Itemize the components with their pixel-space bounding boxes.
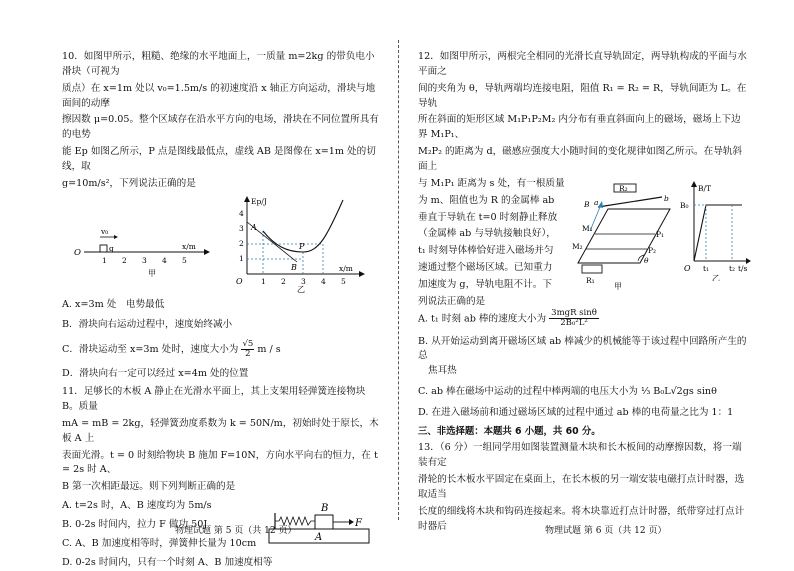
p2-label: P₂ [648, 245, 657, 255]
theta-label: θ [644, 255, 649, 265]
fraction-numerator: 3mgR sinθ [551, 307, 597, 318]
ytick: 2 [239, 238, 244, 248]
tick: 2 [122, 255, 127, 265]
fraction [549, 309, 599, 329]
xtick: 2 [281, 276, 286, 286]
q11-option-a: A. t=2s 时，A、B 速度均为 5m/s [62, 500, 212, 512]
q12-option-a [418, 309, 748, 329]
tick: 3 [142, 255, 147, 265]
q10-option-d: D．滑块向右一定可以经过 x=4m 处的位置 [62, 368, 249, 380]
t-axis-label: t/s [738, 263, 748, 273]
ytick: 1 [239, 253, 244, 263]
q12-option-c-text: C. ab 棒在磁场中运动的过程中棒两端的电压大小为 [418, 386, 638, 398]
caption-jia: 甲 [614, 281, 622, 291]
xtick: 1 [261, 276, 266, 286]
q12-body [418, 177, 748, 305]
q12-option-a-text: A. t₁ 时刻 ab 棒的速度大小为 [418, 313, 547, 325]
q10-line3: 擦因数 μ=0.05。整个区域存在沿水平方向的电场，滑块在不同位置所具有的电势 [62, 114, 379, 141]
q11-line1: 11．足够长的木板 A 静止在光滑水平面上，其上支架用轻弹簧连接物块 B。质量 [62, 386, 366, 413]
q10-line2: 质点）在 x=1m 处以 v₀=1.5m/s 的初速度沿 x 轴正方向运动，滑块与地面间的动摩 [62, 82, 376, 109]
q12-option-d: D. 在进入磁场前和通过磁场区域的过程中通过 ab 棒的电荷量之比为 1：1 [418, 407, 734, 418]
q13-line1: 13．（6 分）一组同学用如图装置测量木块和长木板间的动摩擦因数，将一端装有定 [418, 442, 742, 469]
board-a-label: A [315, 532, 323, 544]
v0-label: v₀ [101, 226, 109, 236]
q12-option-b-line1: B. 从开始运动到离开磁场区域 ab 棒减少的机械能等于该过程中回路所产生的总 [418, 335, 747, 362]
tick: 4 [162, 255, 167, 265]
left-column [62, 50, 380, 571]
m2-label: M₂ [572, 241, 583, 251]
q12-line2: 间的夹角为 θ，导轨两端均连接电阻，阻值 R₁ = R₂ = R，导轨间距为 L。在导轨 [418, 82, 747, 109]
q12-line7: 垂直于导轨在 t=0 时刻静止释放 [418, 211, 558, 223]
b-axis-label: B/T [698, 183, 712, 193]
q11-line4: B 第一次相距最远。则下列判断正确的是 [62, 481, 236, 493]
q11-option-d: D. 0-2s 时间内，只有一个时刻 A、B 加速度相等 [62, 556, 273, 568]
q10-line5: g=10m/s²，下列说法正确的是 [62, 177, 196, 189]
xtick: 5 [341, 276, 346, 286]
q11-option-c: C. A、B 加速度相等时，弹簧伸长量为 10cm [62, 537, 257, 549]
footer-left: 物理试题 第 5 页（共 12 页） [175, 526, 297, 536]
q12-figure-yi [680, 181, 752, 281]
q12-line10: 速通过整个磁场区域。已知重力 [418, 262, 553, 274]
point-a-label: A [251, 222, 257, 232]
q10-option-c-text: C．滑块运动至 x=3m 处时，速度大小为 [62, 344, 239, 356]
q13-line2: 滑轮的长木板水平固定在桌面上，在长木板的另一端安装电磁打点计时器，选取适当 [418, 474, 745, 501]
origin-label: O [684, 263, 691, 273]
right-column [418, 50, 748, 537]
q12-line4: M₂P₂ 的距离为 d，磁感应强度大小随时间的变化规律如图乙所示。在导轨斜面上 [418, 146, 743, 173]
ytick: 3 [239, 223, 244, 233]
q12-figure-jia [570, 179, 680, 291]
m1-label: M₁ [582, 223, 593, 233]
column-divider [398, 40, 399, 520]
r2-label: R₂ [619, 183, 628, 193]
point-b-label: B [291, 262, 297, 272]
q12-line8: （金属棒 ab 与导轨接触良好）， [418, 228, 556, 240]
xtick: 3 [301, 276, 306, 286]
q10-figure-jia [72, 224, 212, 279]
b-label: b [664, 193, 669, 203]
r1-label: R₁ [586, 275, 595, 285]
fraction-numerator: √5 [242, 339, 254, 350]
t1-label: t₁ [703, 263, 710, 273]
caption-yi: 乙 [712, 273, 720, 281]
unit: m / s [257, 344, 281, 356]
caption-jia: 甲 [148, 268, 156, 278]
q12-narrow-text [418, 177, 568, 310]
fraction [241, 340, 254, 359]
p1-label: P₁ [656, 229, 665, 239]
q10-option-c [62, 340, 380, 359]
q12-line9: t₁ 时刻导体棒恰好进入磁场并匀 [418, 245, 554, 257]
q12-line3: 所在斜面的矩形区域 M₁P₁P₂M₂ 内分布有垂直斜面向上的磁场，磁场上下边界 M₁P₁、 [418, 114, 741, 141]
footer-right: 物理试题 第 6 页（共 12 页） [545, 526, 667, 536]
q-label: q [109, 243, 114, 253]
q11-option-b: B. 0-2s 时间内，拉力 F 做功 50J [62, 519, 208, 531]
q12-option-b-line2: 焦耳热 [428, 365, 457, 377]
ep-axis-label: Ep/J [251, 196, 267, 206]
section-three-heading: 三、非选择题：本题共 6 小题，共 60 分。 [418, 425, 601, 437]
fraction-denominator: 2 [245, 349, 251, 360]
q12-line6: 为 m、阻值也为 R 的金属棒 ab [418, 194, 555, 206]
q10-line1: 10．如图甲所示，粗糙、绝缘的水平地面上，一质量 m=2kg 的带负电小滑块（可视为 [62, 51, 375, 77]
fraction-denominator: 2B₀²L² [560, 318, 588, 329]
origin-label: O [236, 276, 243, 286]
t2-label: t₂ [729, 263, 736, 273]
q11-line3: 表面光滑。t = 0 时刻给物块 B 施加 F=10N，方向水平向右的恒力，在 t = 2s 时 A、 [62, 449, 378, 476]
tick: 5 [182, 255, 187, 265]
force-f-label: F [355, 518, 362, 530]
q10-figure-yi [227, 194, 367, 294]
q13-line3: 长度的细线将木块和钩码连接起来。将木块靠近打点计时器，纸带穿过打点计时器后 [418, 505, 745, 532]
point-p-label: P [299, 241, 305, 251]
q12-line1: 12．如图甲所示，两根完全相同的光滑长直导轨固定，两导轨构成的平面与水平面之 [418, 51, 747, 77]
b-field-label: B [584, 199, 590, 209]
q11-line2: mA = mB = 2kg，轻弹簧劲度系数为 k = 50N/m，初始时处于原长，木板 A 上 [62, 417, 379, 444]
q12-option-c-value: ⅓ B₀L√2gs sinθ [640, 386, 717, 398]
b0-label: B₀ [680, 200, 689, 210]
xtick: 4 [321, 276, 326, 286]
q12-line12: 列说法正确的是 [418, 295, 486, 307]
origin-label: O [74, 247, 81, 258]
ytick: 4 [239, 208, 244, 218]
tick: 1 [102, 255, 107, 265]
q10-line4: 能 Ep 如图乙所示，P 点是图线最低点，虚线 AB 是图像在 x=1m 处的切线，取 [62, 146, 376, 173]
q12-line11: 加速度为 g，导轨电阻不计。下 [418, 279, 552, 291]
x-axis-label: x/m [182, 241, 196, 251]
caption-yi: 乙 [297, 284, 305, 294]
x-axis-label: x/m [339, 263, 353, 273]
q10-option-b: B．滑块向右运动过程中，速度始终减小 [62, 318, 233, 330]
block-b-label: B [321, 503, 329, 515]
a-label: a [594, 197, 599, 207]
q12-line5: 与 M₁P₁ 距离为 s 处，有一根质量 [418, 177, 565, 189]
q12-option-c [418, 385, 748, 400]
q10-option-a: A. x=3m 处 电势最低 [62, 298, 165, 310]
q10-figures [62, 194, 380, 294]
